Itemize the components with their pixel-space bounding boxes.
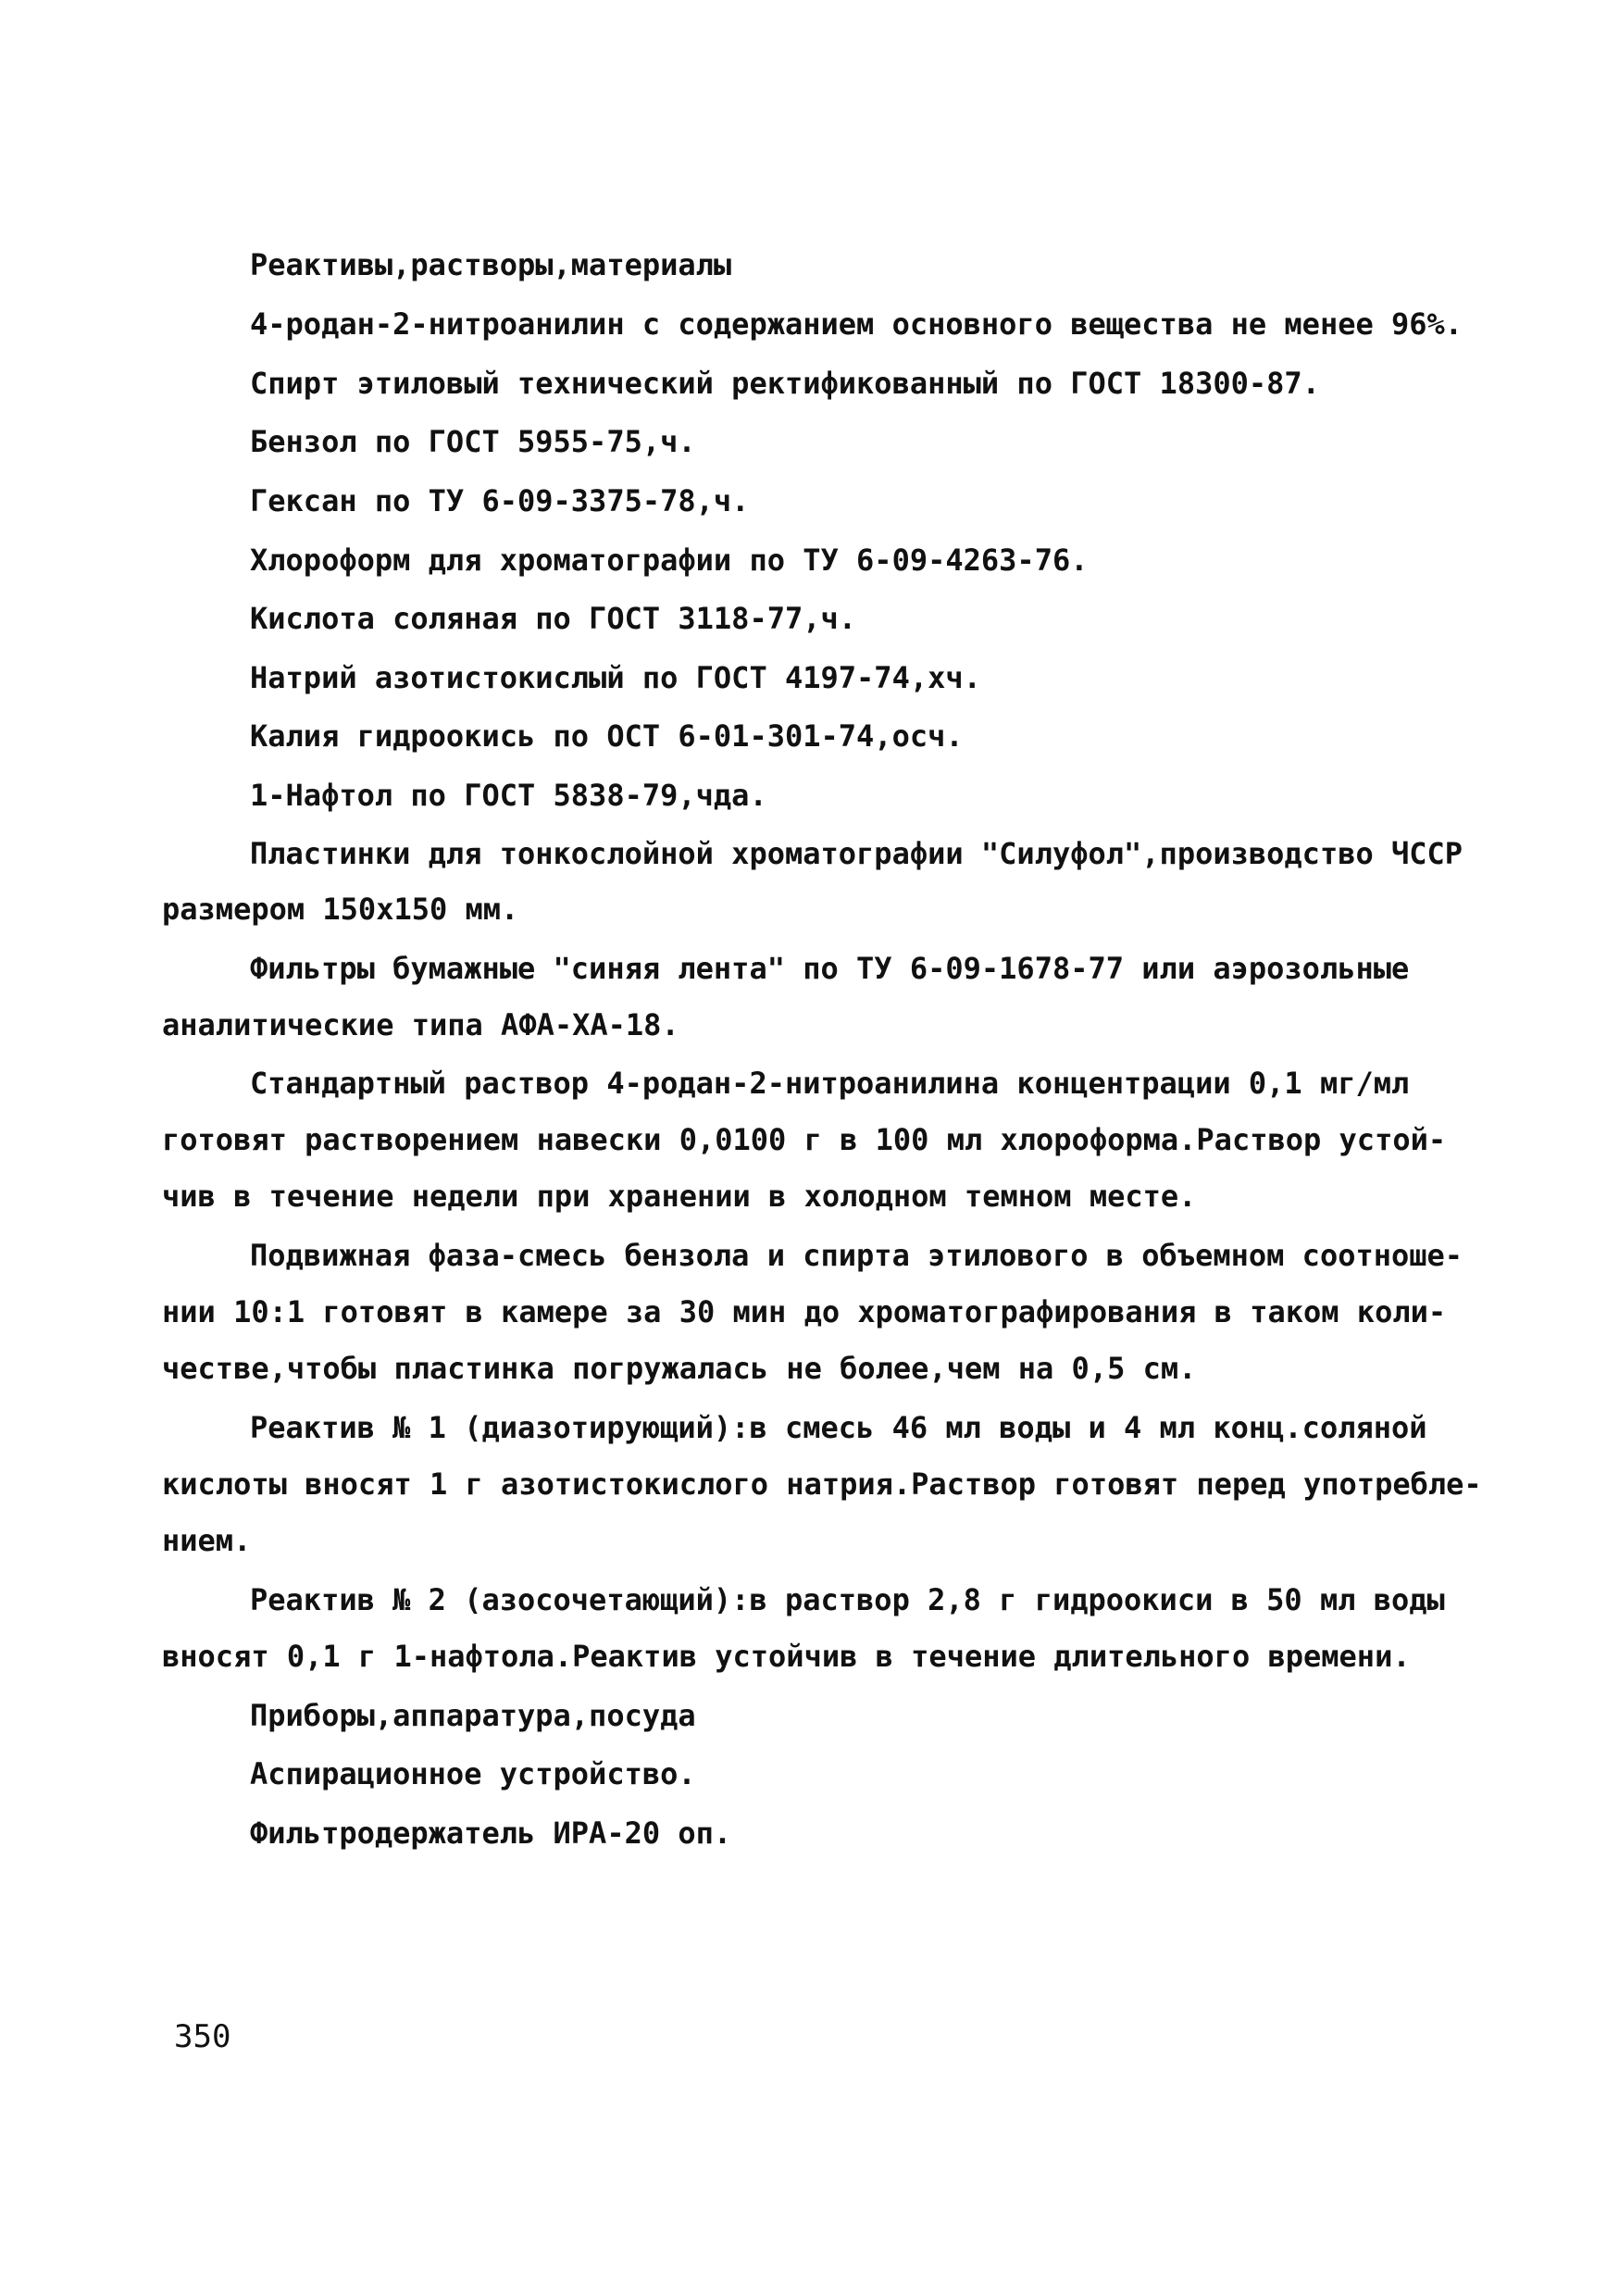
reagent-item: Хлороформ для хроматографии по ТУ 6-09-4263-76. [250,543,1089,578]
reagent-item: Гексан по ТУ 6-09-3375-78,ч. [250,483,750,518]
mobile-phase-line: нии 10:1 готовят в камере за 30 мин до хроматографирования в таком коли- [162,1294,1447,1329]
mobile-phase-line: честве,чтобы пластинка погружалась не более,чем на 0,5 см. [162,1351,1197,1386]
reagent2-line: вносят 0,1 г 1-нафтола.Реактив устойчив в течение длительного времени. [162,1639,1411,1674]
reagent1-line: нием. [162,1523,252,1558]
reagent1-line: кислоты вносят 1 г азотистокислого натрия.Раствор готовят перед употребле- [162,1466,1482,1502]
filters-paragraph-line: аналитические типа АФА-ХА-18. [162,1007,679,1042]
equipment-item: Фильтродержатель ИРА-20 оп. [250,1816,732,1851]
equipment-header: Приборы,аппаратура,посуда [250,1698,696,1733]
reagent1-line: Реактив № 1 (диазотирующий):в смесь 46 мл воды и 4 мл конц.соляной [250,1410,1427,1445]
standard-solution-line: готовят растворением навески 0,0100 г в 100 мл хлороформа.Раствор устой- [162,1122,1447,1157]
reagent-item: Натрий азотистокислый по ГОСТ 4197-74,хч. [250,660,981,695]
filters-paragraph-line: Фильтры бумажные "синяя лента" по ТУ 6-09-1678-77 или аэрозольные [250,951,1410,986]
mobile-phase-line: Подвижная фаза-смесь бензола и спирта этилового в объемном соотноше- [250,1238,1463,1273]
reagents-header: Реактивы,растворы,материалы [250,247,732,282]
reagent2-line: Реактив № 2 (азосочетающий):в раствор 2,8 г гидроокиси в 50 мл воды [250,1582,1445,1617]
standard-solution-line: Стандартный раствор 4-родан-2-нитроанилина концентрации 0,1 мг/мл [250,1066,1410,1101]
plates-paragraph-line: Пластинки для тонкослойной хроматографии "Силуфол",производство ЧССР [250,836,1463,871]
reagent-item: 1-Нафтол по ГОСТ 5838-79,чда. [250,778,767,813]
reagent-item: Кислота соляная по ГОСТ 3118-77,ч. [250,601,857,636]
reagent-item: Бензол по ГОСТ 5955-75,ч. [250,424,696,459]
plates-paragraph-line: размером 150x150 мм. [162,892,519,927]
reagent-item: 4-родан-2-нитроанилин с содержанием основного вещества не менее 96%. [250,306,1463,342]
reagent-item: Калия гидроокись по ОСТ 6-01-301-74,осч. [250,718,964,754]
equipment-item: Аспирационное устройство. [250,1756,696,1791]
page-number: 350 [174,2018,231,2055]
standard-solution-line: чив в течение недели при хранении в холодном темном месте. [162,1179,1197,1214]
reagent-item: Спирт этиловый технический ректификованный по ГОСТ 18300-87. [250,366,1320,401]
